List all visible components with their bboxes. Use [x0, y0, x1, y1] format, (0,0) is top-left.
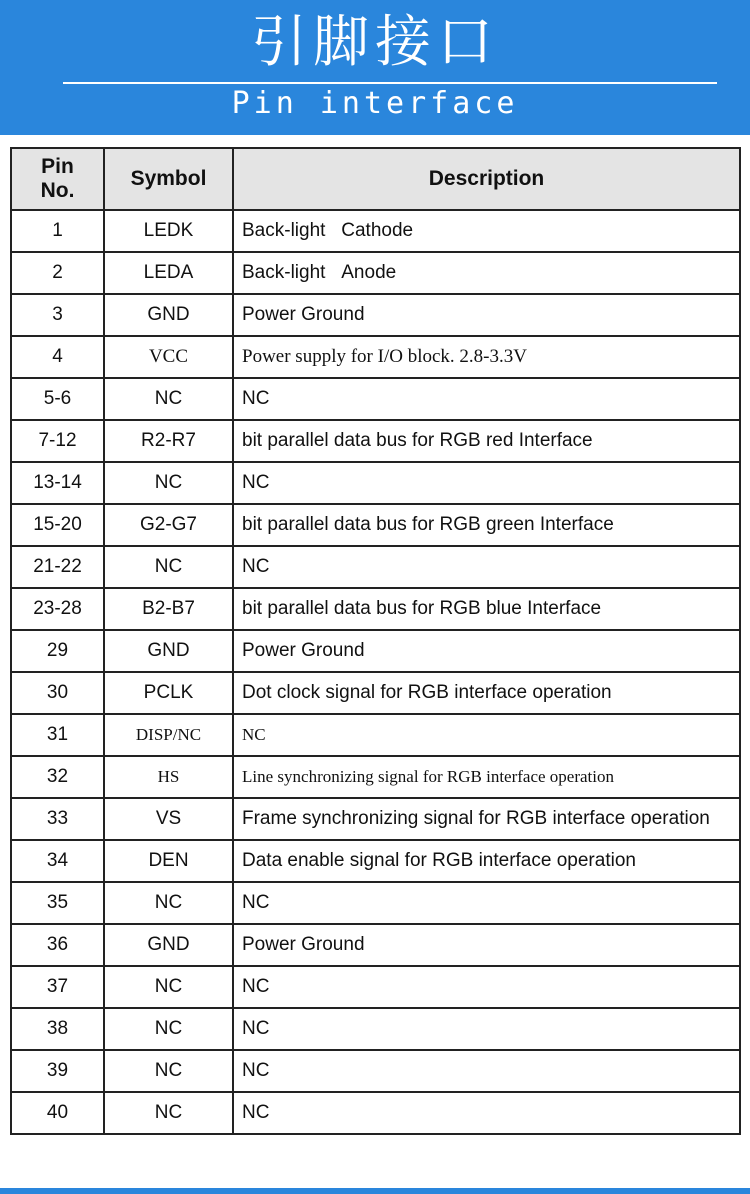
pin-number-cell: 7-12: [11, 420, 104, 462]
table-row: [11, 210, 740, 252]
symbol-cell: NC: [104, 1092, 233, 1134]
symbol-cell: GND: [104, 924, 233, 966]
column-header-symbol: Symbol: [104, 148, 233, 210]
pin-number-cell: 5-6: [11, 378, 104, 420]
symbol-cell: LEDA: [104, 252, 233, 294]
description-cell: Data enable signal for RGB interface operation: [233, 840, 740, 882]
description-cell: NC: [233, 1008, 740, 1050]
header-banner: [0, 0, 750, 135]
symbol-cell: NC: [104, 462, 233, 504]
pin-number-cell: 31: [11, 714, 104, 756]
pin-number-cell: 37: [11, 966, 104, 1008]
description-cell: Dot clock signal for RGB interface operation: [233, 672, 740, 714]
table-row: [11, 1050, 740, 1092]
page-title-english: Pin interface: [231, 86, 519, 121]
pin-number-cell: 40: [11, 1092, 104, 1134]
pin-number-cell: 39: [11, 1050, 104, 1092]
column-header-pin-no: [11, 148, 104, 210]
symbol-cell: NC: [104, 966, 233, 1008]
table-row: [11, 714, 740, 756]
description-cell: bit parallel data bus for RGB blue Interface: [233, 588, 740, 630]
page-title-chinese: 引脚接口: [251, 10, 499, 75]
table-row: [11, 546, 740, 588]
table-row: [11, 1092, 740, 1134]
column-header-description: Description: [233, 148, 740, 210]
symbol-cell: R2-R7: [104, 420, 233, 462]
symbol-cell: HS: [104, 756, 233, 798]
table-row: [11, 966, 740, 1008]
description-cell: NC: [233, 1050, 740, 1092]
symbol-cell: PCLK: [104, 672, 233, 714]
pin-number-cell: 35: [11, 882, 104, 924]
pin-number-cell: 34: [11, 840, 104, 882]
table-row: [11, 252, 740, 294]
symbol-cell: B2-B7: [104, 588, 233, 630]
table-row: [11, 294, 740, 336]
description-cell: NC: [233, 378, 740, 420]
table-row: [11, 462, 740, 504]
description-cell: Line synchronizing signal for RGB interface operation: [233, 756, 740, 798]
description-cell: NC: [233, 546, 740, 588]
pin-number-cell: 21-22: [11, 546, 104, 588]
symbol-cell: DISP/NC: [104, 714, 233, 756]
table-row: [11, 882, 740, 924]
table-header-row: [11, 148, 740, 210]
table-row: [11, 336, 740, 378]
pin-number-cell: 13-14: [11, 462, 104, 504]
symbol-cell: GND: [104, 630, 233, 672]
header-divider: [63, 82, 717, 84]
pin-table: [10, 147, 741, 1135]
description-cell: Power supply for I/O block. 2.8-3.3V: [233, 336, 740, 378]
table-row: [11, 420, 740, 462]
column-header-pin-line1: Pin: [41, 155, 74, 178]
table-row: [11, 840, 740, 882]
description-cell: NC: [233, 714, 740, 756]
description-cell: Power Ground: [233, 630, 740, 672]
description-cell: NC: [233, 462, 740, 504]
table-row: [11, 630, 740, 672]
description-cell: bit parallel data bus for RGB red Interface: [233, 420, 740, 462]
pin-number-cell: 29: [11, 630, 104, 672]
pin-number-cell: 33: [11, 798, 104, 840]
symbol-cell: NC: [104, 378, 233, 420]
symbol-cell: DEN: [104, 840, 233, 882]
table-row: [11, 672, 740, 714]
symbol-cell: G2-G7: [104, 504, 233, 546]
description-cell: Back-light Anode: [233, 252, 740, 294]
symbol-cell: NC: [104, 1050, 233, 1092]
description-cell: NC: [233, 882, 740, 924]
pin-number-cell: 30: [11, 672, 104, 714]
pin-number-cell: 38: [11, 1008, 104, 1050]
symbol-cell: NC: [104, 882, 233, 924]
pin-number-cell: 4: [11, 336, 104, 378]
symbol-cell: NC: [104, 1008, 233, 1050]
footer-bar: [0, 1188, 750, 1194]
table-row: [11, 1008, 740, 1050]
description-cell: NC: [233, 966, 740, 1008]
pin-number-cell: 2: [11, 252, 104, 294]
symbol-cell: LEDK: [104, 210, 233, 252]
symbol-cell: VCC: [104, 336, 233, 378]
table-row: [11, 378, 740, 420]
table-row: [11, 924, 740, 966]
table-row: [11, 798, 740, 840]
symbol-cell: GND: [104, 294, 233, 336]
pin-number-cell: 36: [11, 924, 104, 966]
table-row: [11, 588, 740, 630]
symbol-cell: VS: [104, 798, 233, 840]
column-header-pin-line2: No.: [40, 179, 75, 202]
table-row: [11, 756, 740, 798]
description-cell: Power Ground: [233, 924, 740, 966]
description-cell: Back-light Cathode: [233, 210, 740, 252]
pin-number-cell: 1: [11, 210, 104, 252]
symbol-cell: NC: [104, 546, 233, 588]
description-cell: Power Ground: [233, 294, 740, 336]
description-cell: NC: [233, 1092, 740, 1134]
table-row: [11, 504, 740, 546]
description-cell: Frame synchronizing signal for RGB interface operation: [233, 798, 740, 840]
pin-number-cell: 32: [11, 756, 104, 798]
pin-number-cell: 15-20: [11, 504, 104, 546]
pin-number-cell: 23-28: [11, 588, 104, 630]
pin-number-cell: 3: [11, 294, 104, 336]
description-cell: bit parallel data bus for RGB green Interface: [233, 504, 740, 546]
